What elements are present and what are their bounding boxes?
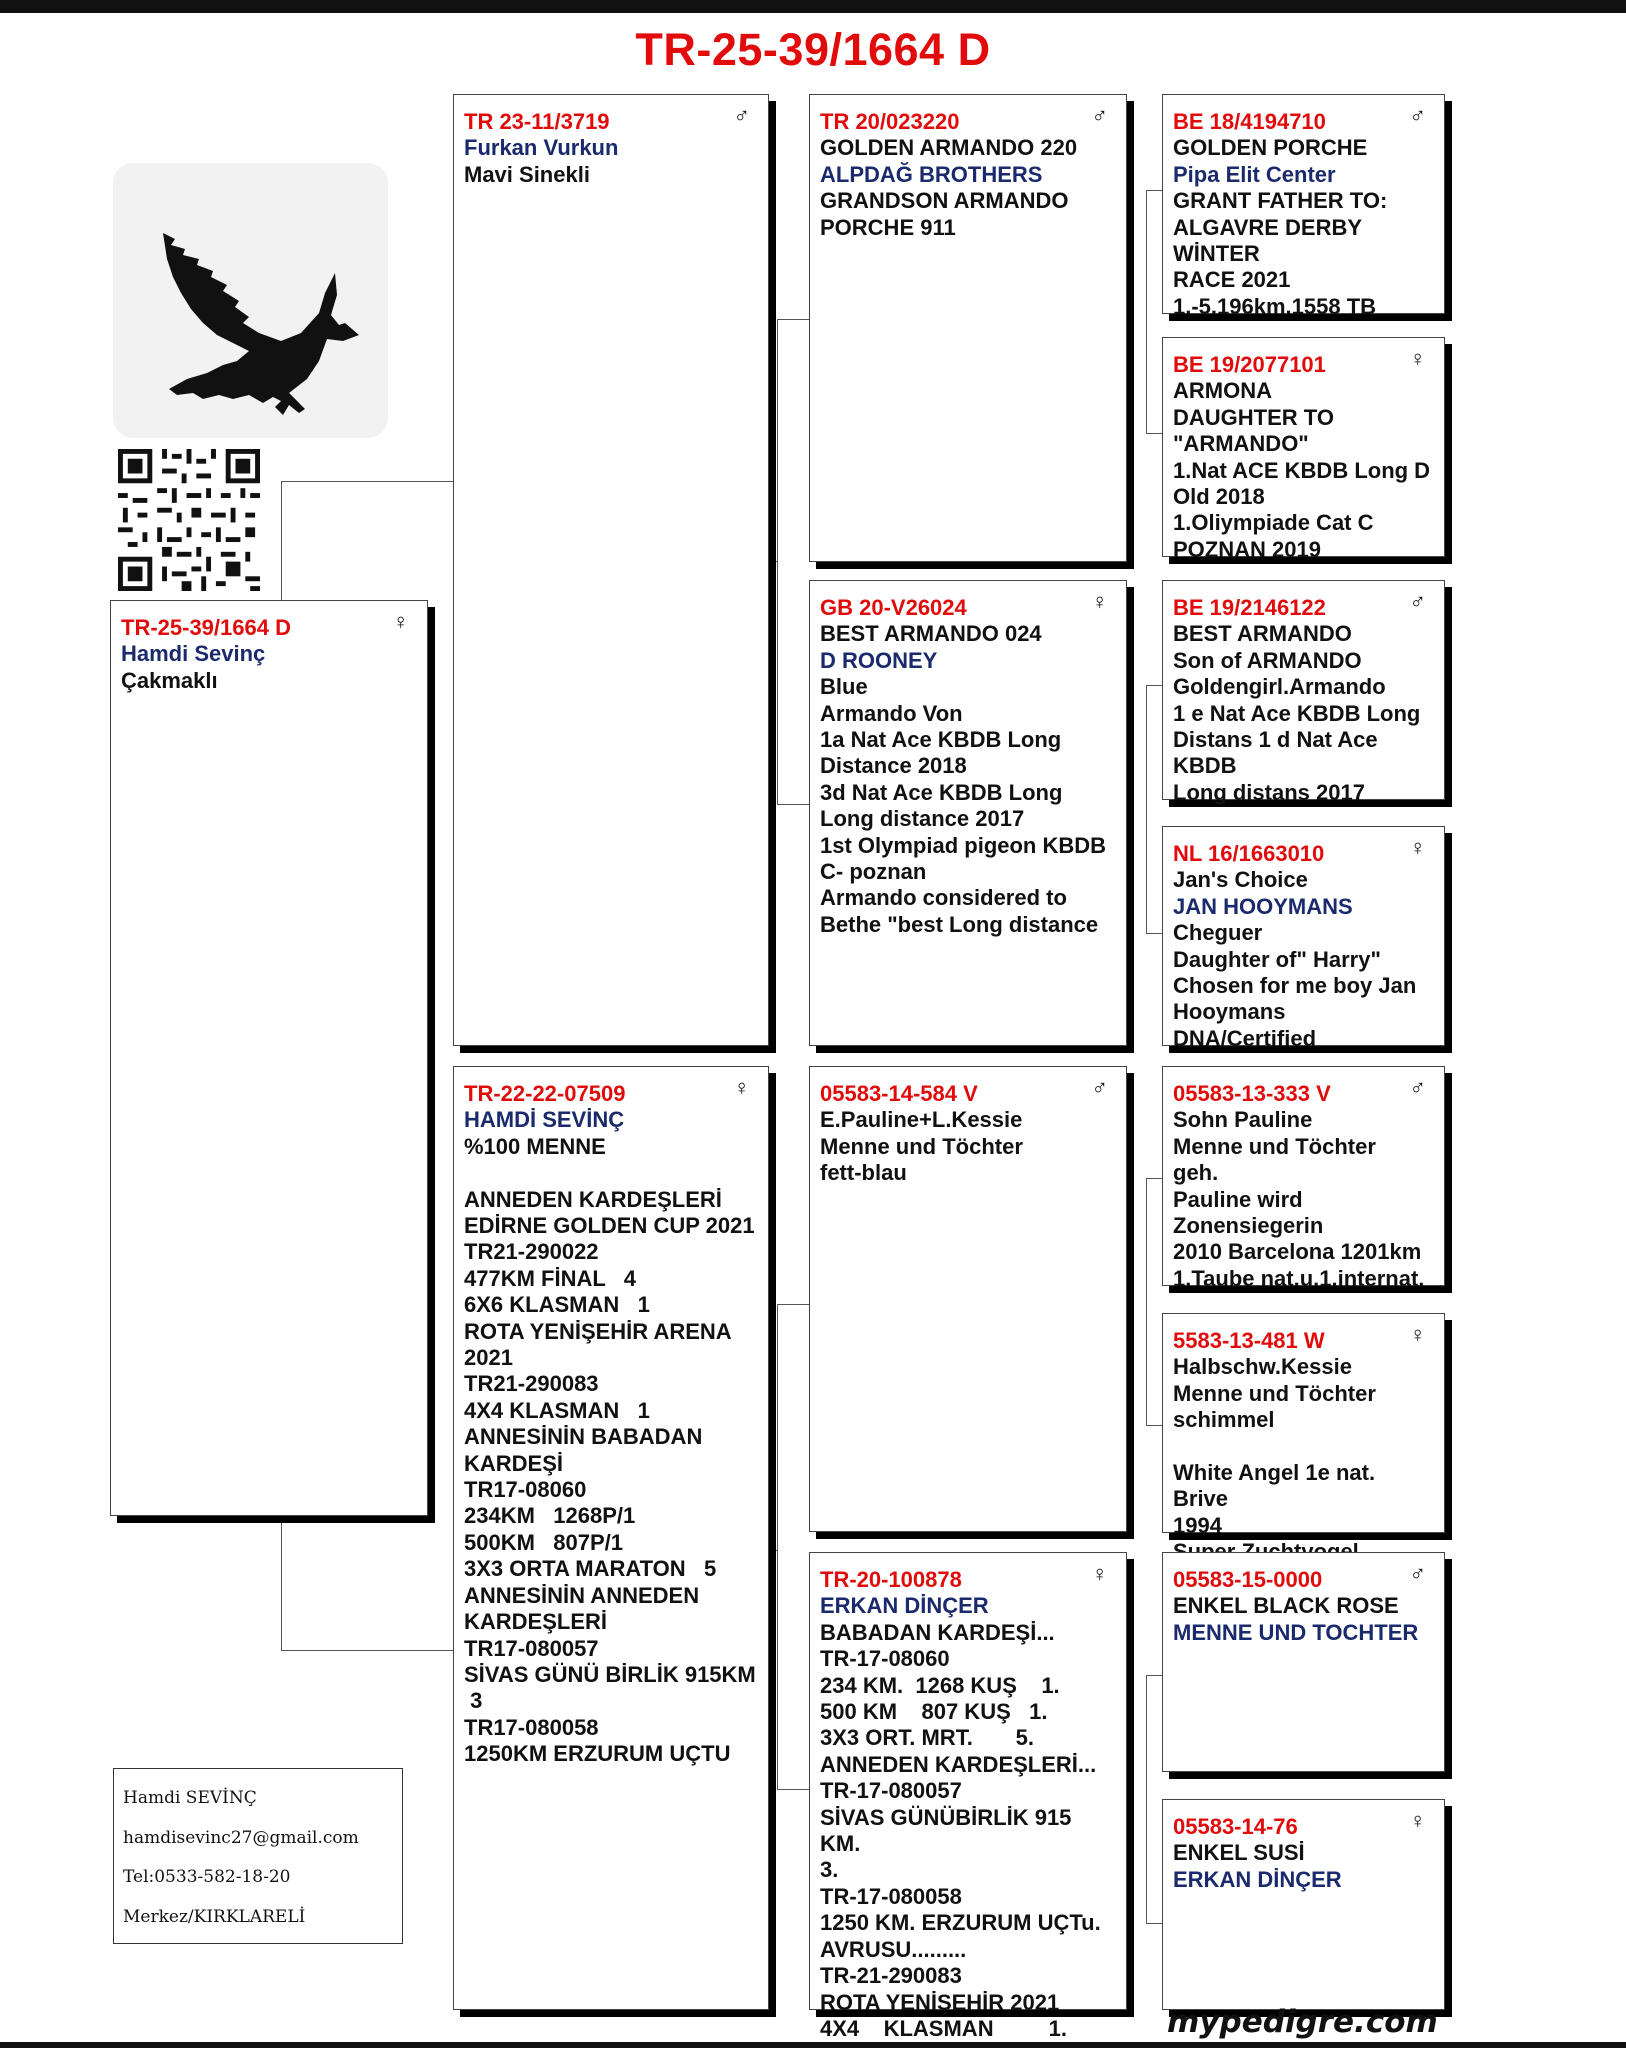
breeder-name: Hamdi Sevinç bbox=[121, 641, 266, 667]
pigeon-name: BEST ARMANDO 024 bbox=[820, 621, 1042, 647]
male-symbol-icon: ♂ bbox=[1409, 103, 1426, 128]
eagle-icon bbox=[113, 163, 388, 438]
male-symbol-icon: ♂ bbox=[1409, 1075, 1426, 1100]
info-line: Armando Von bbox=[820, 700, 963, 726]
info-line: Long distance 2017 bbox=[820, 806, 1025, 832]
female-symbol-icon: ♀ bbox=[392, 609, 409, 634]
male-symbol-icon: ♂ bbox=[1091, 103, 1108, 128]
info-line: 500KM 807P/1 bbox=[464, 1529, 623, 1555]
info-line: BABADAN KARDEŞİ... bbox=[820, 1619, 1055, 1645]
info-line: fett-blau bbox=[820, 1160, 907, 1186]
connector-subject-sire bbox=[281, 481, 454, 600]
info-line: 3d Nat Ace KBDB Long bbox=[820, 779, 1063, 805]
info-line: KARDEŞLERİ bbox=[464, 1609, 608, 1635]
info-line: 234 KM. 1268 KUŞ 1. bbox=[820, 1672, 1060, 1698]
pigeon-card-dds[interactable] bbox=[1162, 1552, 1445, 1772]
info-line: Halbschw.Kessie bbox=[1173, 1354, 1352, 1380]
info-line: Armando considered to bbox=[820, 885, 1067, 911]
ring-number: 05583-13-333 V bbox=[1173, 1081, 1331, 1106]
info-line: E.Pauline+L.Kessie bbox=[820, 1107, 1023, 1133]
info-line: Daughter of" Harry" bbox=[1173, 946, 1381, 972]
ring-number: BE 19/2077101 bbox=[1173, 352, 1326, 377]
info-line: Long distans 2017 bbox=[1173, 779, 1365, 805]
info-line: ANNEDEN KARDEŞLERİ bbox=[464, 1186, 722, 1212]
info-line: TR17-080058 bbox=[464, 1714, 599, 1740]
female-symbol-icon: ♀ bbox=[1409, 1322, 1426, 1347]
bottom-border-bar bbox=[0, 2042, 1626, 2048]
contact-location: Merkez/KIRKLARELİ bbox=[123, 1906, 306, 1927]
info-line: Old 2018 bbox=[1173, 484, 1265, 510]
info-line: 2021 bbox=[464, 1345, 513, 1371]
ring-number: BE 18/4194710 bbox=[1173, 109, 1326, 134]
info-line: TR21-290022 bbox=[464, 1239, 599, 1265]
breeder-name: ALPDAĞ BROTHERS bbox=[820, 161, 1043, 187]
pigeon-card-sire-sire[interactable] bbox=[809, 94, 1127, 562]
info-line: schimmel bbox=[1173, 1407, 1275, 1433]
info-line: 6X6 KLASMAN 1 bbox=[464, 1292, 650, 1318]
ring-number: 05583-14-584 V bbox=[820, 1081, 978, 1106]
connector-dd-branch bbox=[1146, 1675, 1163, 1924]
info-line: Menne und Töchter bbox=[1173, 1133, 1376, 1159]
info-line: Menne und Töchter bbox=[820, 1133, 1023, 1159]
connector-dam-stub bbox=[769, 1550, 777, 1551]
top-border-bar bbox=[0, 0, 1626, 13]
pigeon-name: ENKEL SUSİ bbox=[1173, 1840, 1305, 1866]
info-line bbox=[464, 1160, 756, 1186]
info-line: TR17-08060 bbox=[464, 1477, 587, 1503]
male-symbol-icon: ♂ bbox=[733, 103, 750, 128]
info-line: Bethe "best Long distance bbox=[820, 911, 1099, 937]
contact-name: Hamdi SEVİNÇ bbox=[123, 1788, 257, 1808]
ring-number: TR-20-100878 bbox=[820, 1567, 962, 1592]
info-line: WİNTER bbox=[1173, 241, 1260, 267]
ring-number: 05583-14-76 bbox=[1173, 1814, 1298, 1839]
pigeon-card-dss[interactable] bbox=[1162, 1066, 1445, 1291]
breeder-name: D ROONEY bbox=[820, 647, 938, 673]
info-line: "ARMANDO" bbox=[1173, 431, 1309, 457]
info-line: Menne und Töchter bbox=[1173, 1380, 1376, 1406]
info-line: ANNESİNİN BABADAN bbox=[464, 1424, 703, 1450]
info-line: Son of ARMANDO bbox=[1173, 647, 1362, 673]
info-line: 4X4 KLASMAN 1 bbox=[464, 1397, 650, 1423]
ring-number: 05583-15-0000 bbox=[1173, 1567, 1323, 1592]
connector-sd-branch bbox=[1146, 685, 1163, 934]
info-line: ANNESİNİN ANNEDEN bbox=[464, 1582, 700, 1608]
pigeon-name: GOLDEN ARMANDO 220 bbox=[820, 135, 1078, 161]
pigeon-card-dam-sire[interactable] bbox=[809, 1066, 1127, 1532]
info-line bbox=[1173, 1434, 1432, 1460]
info-line: geh. bbox=[1173, 1160, 1219, 1186]
info-line: EDİRNE GOLDEN CUP 2021 bbox=[464, 1213, 755, 1239]
info-line: 3. bbox=[820, 1857, 839, 1883]
info-line: 1 e Nat Ace KBDB Long bbox=[1173, 700, 1421, 726]
pigeon-card-subject[interactable] bbox=[110, 600, 428, 1516]
female-symbol-icon: ♀ bbox=[1091, 1561, 1108, 1586]
breeder-name: Pipa Elit Center bbox=[1173, 161, 1336, 187]
info-line: TR17-080057 bbox=[464, 1635, 599, 1661]
info-line: 1a Nat Ace KBDB Long bbox=[820, 727, 1062, 753]
connector-ds-branch bbox=[1146, 1178, 1163, 1426]
pigeon-name: Jan's Choice bbox=[1173, 867, 1308, 893]
info-line: 3X3 ORT. MRT. 5. bbox=[820, 1725, 1034, 1751]
info-line: PORCHE 911 bbox=[820, 214, 956, 240]
ring-number: TR-22-22-07509 bbox=[464, 1081, 626, 1106]
info-line: 1.Oliympiade Cat C bbox=[1173, 510, 1374, 536]
female-symbol-icon: ♀ bbox=[733, 1075, 750, 1100]
info-line: 1.Taube nat.u.1.internat. bbox=[1173, 1265, 1425, 1291]
info-line: White Angel 1e nat. Brive bbox=[1173, 1460, 1382, 1512]
logo bbox=[113, 163, 388, 438]
breeder-name: ERKAN DİNÇER bbox=[1173, 1866, 1342, 1892]
info-line: 4X4 KLASMAN 1. bbox=[820, 2015, 1067, 2041]
ring-number: GB 20-V26024 bbox=[820, 595, 967, 620]
ring-number: TR-25-39/1664 D bbox=[121, 615, 291, 640]
info-line: SİVAS GÜNÜ BİRLİK 915KM bbox=[464, 1661, 756, 1687]
female-symbol-icon: ♀ bbox=[1409, 1808, 1426, 1833]
contact-phone[interactable]: Tel:0533-582-18-20 bbox=[123, 1867, 291, 1887]
info-line: C- poznan bbox=[820, 859, 927, 885]
info-line: TR-21-290083 bbox=[820, 1963, 962, 1989]
pigeon-name: GOLDEN PORCHE bbox=[1173, 135, 1368, 161]
breeder-name: MENNE UND TOCHTER bbox=[1173, 1619, 1419, 1645]
ring-number: 5583-13-481 W bbox=[1173, 1328, 1325, 1353]
ring-number: TR 23-11/3719 bbox=[464, 109, 610, 134]
info-line: Pauline wird bbox=[1173, 1186, 1303, 1212]
info-line: Mavi Sinekli bbox=[464, 161, 590, 187]
info-line: BEST ARMANDO bbox=[1173, 621, 1352, 647]
male-symbol-icon: ♂ bbox=[1091, 1075, 1108, 1100]
info-line: %100 MENNE bbox=[464, 1133, 606, 1159]
pigeon-card-sds[interactable] bbox=[1162, 580, 1445, 805]
info-line: RACE 2021 bbox=[1173, 267, 1291, 293]
pigeon-card-sdd[interactable] bbox=[1162, 826, 1445, 1051]
qr-code-icon bbox=[118, 449, 260, 591]
info-line: ARMONA bbox=[1173, 378, 1272, 404]
info-line: DNA/Certified bbox=[1173, 1025, 1317, 1051]
breeder-name: HAMDİ SEVİNÇ bbox=[464, 1107, 625, 1133]
pigeon-card-sire-dam[interactable] bbox=[809, 580, 1127, 1046]
ring-number: TR 20/023220 bbox=[820, 109, 960, 134]
info-line: 3X3 ORTA MARATON 5 bbox=[464, 1556, 717, 1582]
connector-ss-branch bbox=[1146, 190, 1163, 434]
info-line: TR-17-080057 bbox=[820, 1778, 962, 1804]
info-line: ROTA YENİŞEHİR 2021 bbox=[820, 1989, 1060, 2015]
breeder-name: JAN HOOYMANS bbox=[1173, 893, 1353, 919]
info-line: 1.Nat ACE KBDB Long D bbox=[1173, 457, 1431, 483]
pigeon-card-dsd[interactable] bbox=[1162, 1313, 1445, 1538]
ring-number: NL 16/1663010 bbox=[1173, 841, 1325, 866]
pigeon-card-dam[interactable] bbox=[453, 1066, 769, 2010]
info-line: Çakmaklı bbox=[121, 667, 218, 693]
info-line: Sohn Pauline bbox=[1173, 1107, 1313, 1133]
info-line: ROTA YENİŞEHİR ARENA bbox=[464, 1318, 732, 1344]
info-line: 2010 Barcelona 1201km bbox=[1173, 1239, 1422, 1265]
breeder-name: Furkan Vurkun bbox=[464, 135, 619, 161]
info-line: DAUGHTER TO bbox=[1173, 404, 1334, 430]
page-title: TR-25-39/1664 D bbox=[635, 24, 991, 75]
info-line: KBDB bbox=[1173, 753, 1237, 779]
info-line: 234KM 1268P/1 bbox=[464, 1503, 636, 1529]
footer-brand[interactable]: mypedigre.com bbox=[1167, 2004, 1438, 2040]
info-line: ANNEDEN KARDEŞLERİ... bbox=[820, 1751, 1097, 1777]
info-line: 3 bbox=[464, 1688, 483, 1714]
info-line: TR-17-080058 bbox=[820, 1883, 962, 1909]
info-line: Distans 1 d Nat Ace bbox=[1173, 727, 1378, 753]
info-line: 1250 KM. ERZURUM UÇTu. bbox=[820, 1910, 1101, 1936]
contact-box bbox=[113, 1768, 403, 1944]
male-symbol-icon: ♂ bbox=[1409, 1561, 1426, 1586]
female-symbol-icon: ♀ bbox=[1409, 346, 1426, 371]
pigeon-card-ssd[interactable] bbox=[1162, 337, 1445, 562]
breeder-name: ERKAN DİNÇER bbox=[820, 1593, 989, 1619]
info-line: Zonensiegerin bbox=[1173, 1213, 1324, 1239]
connector-dam-branch bbox=[777, 1304, 810, 1790]
info-line: Distance 2018 bbox=[820, 753, 967, 779]
info-line: TR21-290083 bbox=[464, 1371, 599, 1397]
pigeon-card-sire[interactable] bbox=[453, 94, 769, 1046]
info-line: Goldengirl.Armando bbox=[1173, 674, 1386, 700]
connector-subject-dam bbox=[281, 1517, 454, 1651]
info-line: 1994 bbox=[1173, 1512, 1222, 1538]
pigeon-card-sss[interactable] bbox=[1162, 94, 1445, 319]
info-line: GRANDSON ARMANDO bbox=[820, 188, 1069, 214]
pigeon-name: ENKEL BLACK ROSE bbox=[1173, 1593, 1399, 1619]
info-line: 1st Olympiad pigeon KBDB bbox=[820, 832, 1107, 858]
contact-email[interactable]: hamdisevinc27@gmail.com bbox=[123, 1827, 359, 1848]
info-line: 500 KM 807 KUŞ 1. bbox=[820, 1699, 1048, 1725]
connector-sire-branch bbox=[777, 319, 810, 805]
ring-number: BE 19/2146122 bbox=[1173, 595, 1326, 620]
info-line: 477KM FİNAL 4 bbox=[464, 1265, 636, 1291]
info-line: KARDEŞİ bbox=[464, 1450, 564, 1476]
info-line: SİVAS GÜNÜBİRLİK 915 KM. bbox=[820, 1804, 1078, 1857]
male-symbol-icon: ♂ bbox=[1409, 589, 1426, 614]
female-symbol-icon: ♀ bbox=[1091, 589, 1108, 614]
info-line: POZNAN 2019 bbox=[1173, 536, 1321, 562]
info-line: 1250KM ERZURUM UÇTU bbox=[464, 1741, 731, 1767]
female-symbol-icon: ♀ bbox=[1409, 835, 1426, 860]
info-line: GRANT FATHER TO: bbox=[1173, 188, 1388, 214]
info-line: ALGAVRE DERBY bbox=[1173, 214, 1363, 240]
info-line: TR-17-08060 bbox=[820, 1646, 950, 1672]
info-line: Blue bbox=[820, 674, 868, 700]
info-line: 1.-5.196km.1558 TB bbox=[1173, 293, 1377, 319]
pigeon-card-ddd[interactable] bbox=[1162, 1799, 1445, 2010]
pigeon-card-dam-dam[interactable] bbox=[809, 1552, 1127, 2041]
connector-sire-stub bbox=[769, 561, 777, 562]
info-line: AVRUSU......... bbox=[820, 1936, 967, 1962]
info-line: Chosen for me boy Jan bbox=[1173, 973, 1417, 999]
info-line: Hooymans bbox=[1173, 999, 1286, 1025]
info-line: Cheguer bbox=[1173, 920, 1263, 946]
